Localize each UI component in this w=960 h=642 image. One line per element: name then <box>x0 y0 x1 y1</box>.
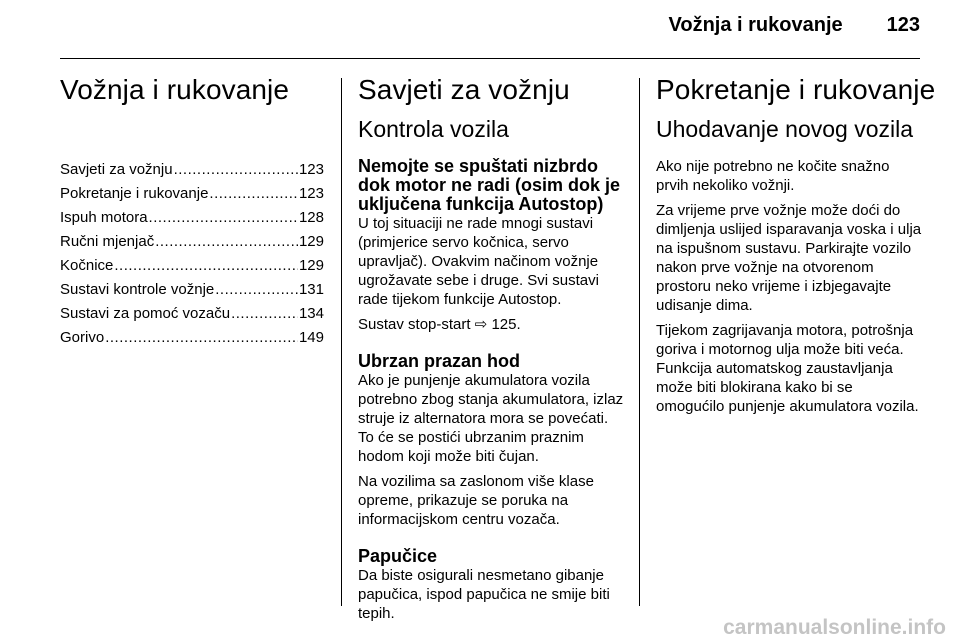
toc-entry-label: Ispuh motora <box>60 209 148 226</box>
toc-entry[interactable] <box>60 256 324 275</box>
toc-entry-page: 134 <box>298 305 324 322</box>
paragraph-idle-speed-2: Na vozilima sa zaslonom više klase opreme, prikazuje se poruka na informacijskom centru vozača. <box>358 473 594 528</box>
page-number: 123 <box>886 14 920 36</box>
toc-entry-page: 131 <box>298 281 324 298</box>
toc-leader-dots <box>215 280 298 299</box>
starting-operating-column <box>656 74 936 422</box>
header-title: Vožnja i rukovanje <box>668 14 843 36</box>
toc-entry[interactable] <box>60 208 324 227</box>
stop-start-reference: Sustav stop-start ⇨ 125. <box>358 316 521 333</box>
paragraph-idle-speed-1: Ako je punjenje akumulatora vozila potrebno zbog stanja akumulatora, izlaz struje iz alternatora mora se povećati. To će se postići ubrzanim praznim hodom koji može biti čujan. <box>358 372 624 465</box>
page-header <box>669 14 921 37</box>
watermark: carmanualsonline.info <box>723 616 946 639</box>
column-divider-1 <box>341 78 342 606</box>
toc-leader-dots <box>105 328 298 347</box>
toc-entry[interactable] <box>60 280 324 299</box>
subsection-vehicle-control: Kontrola vozila <box>358 116 509 142</box>
paragraph-running-in-2: Za vrijeme prve vožnje može doći do dimljenja uslijed isparavanja voska i ulja na ispušnom sustavu. Parkirajte vozilo nakon prve vožnje na otvorenom prostoru neko vrijeme i izbjegavajte udisanje dima. <box>656 202 922 314</box>
toc-entry-page: 123 <box>298 161 324 178</box>
paragraph-running-in-3: Tijekom zagrijavanja motora, potrošnja goriva i motornog ulja može biti veća. Funkcija automatskog zaustavljanja može biti blokirana kako bi se omogućilo punjenje akumulatora vozila. <box>656 322 919 415</box>
column-divider-2 <box>639 78 640 606</box>
subsection-running-in: Uhodavanje novog vozila <box>656 116 914 142</box>
toc-entry-page: 129 <box>298 257 324 274</box>
toc-entry-label: Kočnice <box>60 257 114 274</box>
toc-entry[interactable] <box>60 232 324 251</box>
table-of-contents <box>60 160 324 347</box>
section-title-driving-hints: Savjeti za vožnju <box>358 74 570 105</box>
paragraph-pedals: Da biste osigurali nesmetano gibanje papučica, ispod papučica ne smije biti tepih. <box>358 567 610 622</box>
paragraph-downhill: U toj situaciji ne rade mnogi sustavi (primjerice servo kočnica, servo upravljač). Ovakvim načinom vožnje ugrožavate sebe i druge. Svi sustavi rade tijekom funkcije Autostop. <box>358 215 599 308</box>
heading-pedals: Papučice <box>358 546 438 566</box>
chapter-title: Vožnja i rukovanje <box>60 74 290 105</box>
driving-hints-column <box>358 74 624 629</box>
toc-entry-label: Ručni mjenjač <box>60 233 155 250</box>
header-divider <box>60 58 920 59</box>
section-title-starting: Pokretanje i rukovanje <box>656 74 936 105</box>
toc-column <box>60 74 324 352</box>
heading-idle-speed: Ubrzan prazan hod <box>358 351 521 371</box>
toc-leader-dots <box>231 304 298 323</box>
toc-entry[interactable] <box>60 304 324 323</box>
toc-leader-dots <box>174 160 298 179</box>
toc-entry-label: Savjeti za vožnju <box>60 161 173 178</box>
toc-entry-label: Pokretanje i rukovanje <box>60 185 209 202</box>
toc-entry[interactable] <box>60 184 324 203</box>
toc-leader-dots <box>155 232 298 251</box>
toc-entry[interactable] <box>60 160 324 179</box>
toc-entry[interactable] <box>60 328 324 347</box>
toc-leader-dots <box>114 256 298 275</box>
toc-entry-label: Sustavi kontrole vožnje <box>60 281 215 298</box>
toc-entry-label: Sustavi za pomoć vozaču <box>60 305 231 322</box>
toc-entry-page: 123 <box>298 185 324 202</box>
toc-leader-dots <box>209 184 298 203</box>
toc-entry-label: Gorivo <box>60 329 105 346</box>
toc-entry-page: 128 <box>298 209 324 226</box>
heading-downhill: Nemojte se spuštati nizbrdo dok motor ne radi (osim dok je uključena funkcija Autostop) <box>358 156 621 214</box>
toc-entry-page: 149 <box>298 329 324 346</box>
toc-entry-page: 129 <box>298 233 324 250</box>
toc-leader-dots <box>149 208 298 227</box>
paragraph-running-in-1: Ako nije potrebno ne kočite snažno prvih nekoliko vožnji. <box>656 158 890 194</box>
